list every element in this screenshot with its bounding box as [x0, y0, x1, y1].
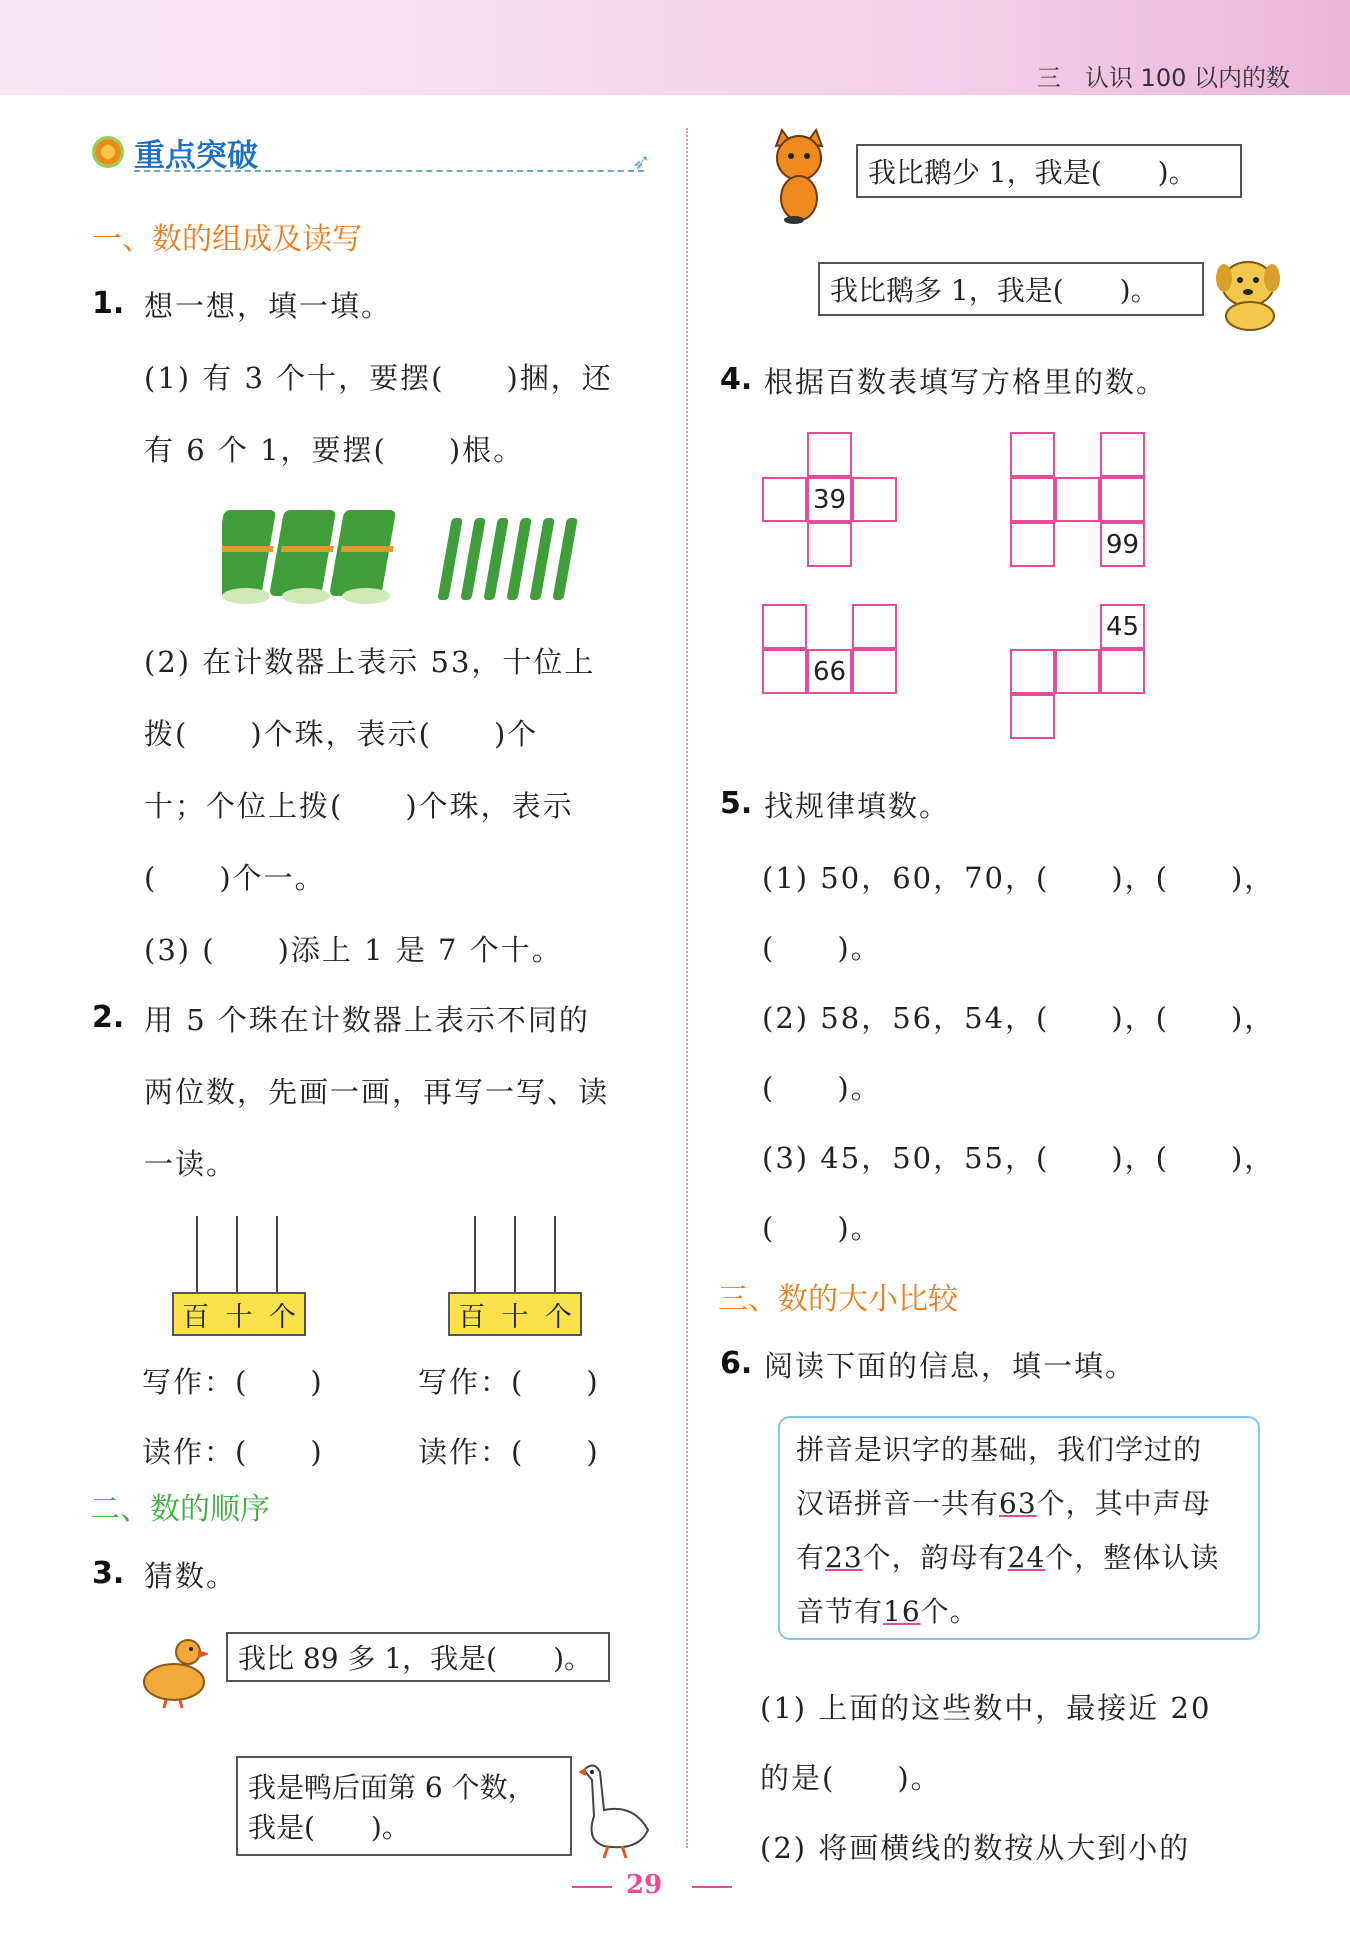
grid-cell[interactable]	[1100, 649, 1145, 694]
goose-speech-line1: 我是鸭后面第 6 个数，	[248, 1771, 536, 1804]
section-heading-3: 三、数的大小比较	[718, 1282, 958, 1317]
q6-part2-line1: (2) 将画横线的数按从大到小的	[760, 1831, 1191, 1865]
grid-cell[interactable]	[1055, 477, 1100, 522]
goose-speech-line2: 我是( )。	[248, 1811, 410, 1844]
duck-speech-text: 我比 89 多 1，我是( )。	[238, 1642, 592, 1675]
q6-part1-line2: 的是( )。	[760, 1761, 942, 1795]
abacus-rod	[196, 1216, 198, 1294]
abacus-label-hundreds: 百	[458, 1301, 486, 1333]
q5-part1-line2: ( )。	[762, 931, 882, 965]
sticks-illustration	[222, 500, 582, 608]
q5-stem: 找规律填数。	[764, 789, 951, 823]
q2-write-2: 写作：( )	[418, 1365, 600, 1399]
grid-cell-given: 99	[1100, 522, 1145, 567]
target-icon	[92, 136, 124, 168]
abacus-rod	[514, 1216, 516, 1294]
grid-cell[interactable]	[1010, 432, 1055, 477]
stick-bundle-icon	[269, 510, 336, 604]
stick-bundle-icon	[222, 510, 276, 604]
q2-line1: 用 5 个珠在计数器上表示不同的	[144, 1003, 590, 1037]
underlined-number: 24	[1007, 1541, 1046, 1574]
section-heading-2: 二、数的顺序	[90, 1492, 270, 1527]
column-divider	[686, 128, 688, 1848]
info-line-3	[796, 1536, 1219, 1576]
number-grid-2	[1010, 432, 1150, 572]
info-text: 有	[796, 1541, 826, 1574]
q1-part1-line1: (1) 有 3 个十，要摆( )捆，还	[144, 361, 613, 395]
q6-number: 6.	[720, 1346, 753, 1381]
q1-part2-line2: 拨( )个珠，表示( )个	[144, 717, 539, 751]
q1-number: 1.	[92, 286, 125, 321]
grid-cell[interactable]	[1010, 649, 1055, 694]
q5-part2-line1: (2) 58，56，54，( )，( )，	[762, 1001, 1276, 1035]
grid-cell[interactable]	[1010, 522, 1055, 567]
abacus-rod	[276, 1216, 278, 1294]
single-sticks-icon	[437, 518, 577, 600]
grid-cell[interactable]	[807, 432, 852, 477]
cat-speech-bubble	[856, 144, 1242, 198]
q3-stem: 猜数。	[144, 1559, 238, 1593]
q2-line3: 一读。	[144, 1147, 238, 1181]
cat-icon	[766, 128, 838, 224]
q2-line2: 两位数，先画一画，再写一写、读	[144, 1075, 610, 1109]
q1-part3-line1: (3) ( )添上 1 是 7 个十。	[144, 933, 563, 967]
grid-cell-given: 39	[807, 477, 852, 522]
duck-speech-bubble	[226, 1632, 610, 1682]
q5-part2-line2: ( )。	[762, 1071, 882, 1105]
q4-stem: 根据百数表填写方格里的数。	[764, 365, 1168, 399]
page-number-dash-right	[692, 1886, 732, 1888]
q6-part1-line1: (1) 上面的这些数中，最接近 20	[760, 1691, 1212, 1725]
grid-cell[interactable]	[762, 477, 807, 522]
stick-bundle-icon	[329, 510, 396, 604]
abacus-rod	[474, 1216, 476, 1294]
arrow-icon: ➶	[632, 150, 651, 175]
grid-cell-given: 45	[1100, 604, 1145, 649]
section-heading-1: 一、数的组成及读写	[92, 222, 362, 257]
grid-cell[interactable]	[762, 649, 807, 694]
grid-cell[interactable]	[1055, 649, 1100, 694]
info-text: 个，韵母有	[862, 1541, 1008, 1574]
info-text: 汉语拼音一共有	[796, 1487, 1000, 1520]
dog-icon	[1212, 252, 1286, 332]
cat-speech-text: 我比鹅少 1，我是( )。	[868, 156, 1197, 189]
info-text: 个，整体认读	[1045, 1541, 1220, 1574]
duck-icon	[136, 1630, 208, 1710]
q1-part2-line4: ( )个一。	[144, 861, 326, 895]
q5-number: 5.	[720, 786, 753, 821]
abacus-label-ones: 个	[268, 1301, 296, 1333]
q2-write-1: 写作：( )	[142, 1365, 324, 1399]
abacus-label-ones: 个	[544, 1301, 572, 1333]
goose-speech-bubble	[236, 1756, 572, 1856]
q5-part3-line1: (3) 45，50，55，( )，( )，	[762, 1141, 1276, 1175]
dog-speech-text: 我比鹅多 1，我是( )。	[830, 274, 1159, 307]
q5-part3-line2: ( )。	[762, 1211, 882, 1245]
q6-stem: 阅读下面的信息，填一填。	[764, 1349, 1137, 1383]
section-header-title: 重点突破	[134, 138, 258, 174]
q2-number: 2.	[92, 1000, 125, 1035]
info-line-4	[796, 1590, 979, 1630]
info-text: 个，其中声母	[1036, 1487, 1211, 1520]
grid-cell[interactable]	[1100, 432, 1145, 477]
info-text: 个。	[920, 1595, 979, 1628]
number-grid-4	[1010, 604, 1150, 746]
q1-part2-line1: (2) 在计数器上表示 53，十位上	[144, 645, 596, 679]
underlined-number: 23	[825, 1541, 863, 1574]
q1-part1-line2: 有 6 个 1，要摆( )根。	[144, 433, 525, 467]
chapter-title: 三 认识 100 以内的数	[1036, 64, 1290, 92]
info-line-2	[796, 1482, 1211, 1522]
number-grid-3	[762, 604, 902, 700]
abacus-base-2	[448, 1292, 582, 1336]
grid-cell[interactable]	[852, 604, 897, 649]
q2-read-1: 读作：( )	[142, 1435, 324, 1469]
info-text: 音节有	[796, 1595, 884, 1628]
underlined-number: 63	[999, 1487, 1037, 1520]
grid-cell[interactable]	[807, 522, 852, 567]
grid-cell-given: 66	[807, 649, 852, 694]
abacus-label-tens: 十	[501, 1301, 529, 1333]
abacus-base-1	[172, 1292, 306, 1336]
page-number-dash-left	[572, 1886, 612, 1888]
underlined-number: 16	[883, 1595, 921, 1628]
q1-part2-line3: 十；个位上拨( )个珠，表示	[144, 789, 574, 823]
q5-part1-line1: (1) 50，60，70，( )，( )，	[762, 861, 1276, 895]
abacus-label-tens: 十	[225, 1301, 253, 1333]
header-dashed-line	[134, 170, 644, 172]
q3-number: 3.	[92, 1556, 125, 1591]
goose-icon	[574, 1760, 654, 1860]
grid-cell[interactable]	[852, 477, 897, 522]
grid-cell[interactable]	[1010, 694, 1055, 739]
grid-cell[interactable]	[762, 604, 807, 649]
grid-cell[interactable]	[852, 649, 897, 694]
q4-number: 4.	[720, 362, 753, 397]
dog-speech-bubble	[818, 262, 1204, 316]
q1-stem: 想一想，填一填。	[144, 289, 393, 323]
grid-cell[interactable]	[1100, 477, 1145, 522]
grid-cell[interactable]	[1010, 477, 1055, 522]
abacus-rod	[554, 1216, 556, 1294]
number-grid-1	[762, 432, 902, 572]
abacus-label-hundreds: 百	[182, 1301, 210, 1333]
q2-read-2: 读作：( )	[418, 1435, 600, 1469]
abacus-rod	[236, 1216, 238, 1294]
info-line-1: 拼音是识字的基础，我们学过的	[796, 1433, 1203, 1466]
page-number: 29	[626, 1870, 663, 1900]
